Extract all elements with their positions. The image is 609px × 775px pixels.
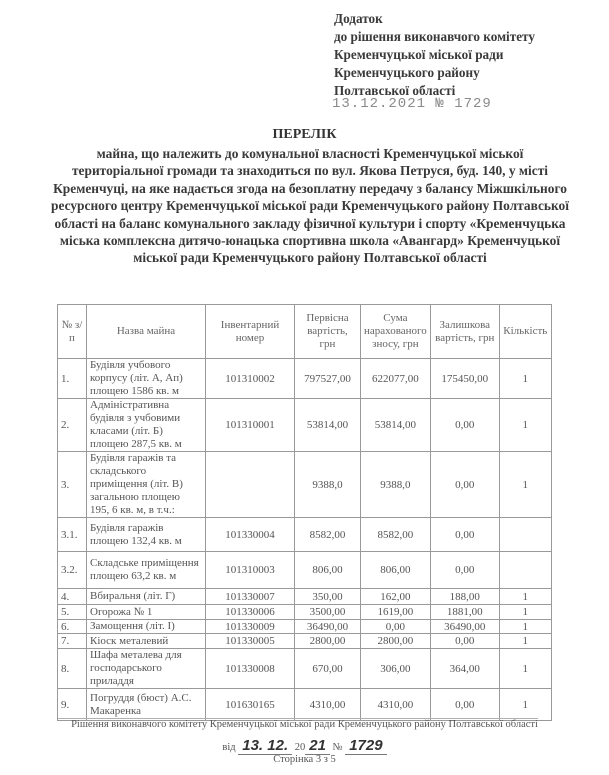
cell-residual: 364,00 bbox=[430, 649, 499, 689]
cell-name: Огорожа № 1 bbox=[87, 605, 206, 620]
cell-quantity: 1 bbox=[499, 452, 551, 518]
cell-inventory: 101630165 bbox=[206, 689, 295, 721]
cell-depreciation: 2800,00 bbox=[361, 634, 431, 649]
document-subtitle: майна, що належить до комунальної власності Кременчуцької міської територіальної громади та знаходиться по вул. Якова Петруся, буд. 140, у місті Кременчуці, на яке надається згода на безоплатну передачу з балансу Міжшкільного ресурсного центру Кременчуцької міської ради Кременчуцького району Полтавської області на баланс комунального закладу фізичної культури і спорту «Кременчуцька міська комплексна дитячо-юнацька спортивна школа «Авангард» Кременчуцької міської ради Кременчуцького району Полтавської області bbox=[51, 146, 569, 266]
document-title: ПЕРЕЛІК bbox=[272, 127, 337, 142]
assets-table bbox=[57, 304, 552, 721]
cell-name: Будівля учбового корпусу (літ. А, Ап) площею 1586 кв. м bbox=[87, 359, 206, 399]
table-row bbox=[58, 518, 552, 552]
cell-num: 3.2. bbox=[58, 552, 87, 589]
appendix-line: Кременчуцького району bbox=[334, 65, 480, 80]
table-row bbox=[58, 649, 552, 689]
cell-residual: 0,00 bbox=[430, 452, 499, 518]
cell-depreciation: 306,00 bbox=[361, 649, 431, 689]
footer-date-line bbox=[0, 737, 609, 754]
cell-quantity: 1 bbox=[499, 399, 551, 452]
cell-residual: 1881,00 bbox=[430, 605, 499, 620]
cell-residual: 0,00 bbox=[430, 634, 499, 649]
appendix-line: Додаток bbox=[334, 11, 383, 26]
cell-inventory: 101330007 bbox=[206, 589, 295, 605]
cell-depreciation: 8582,00 bbox=[361, 518, 431, 552]
cell-name: Адміністративна будівля з учбовими класами (літ. Б) площею 287,5 кв. м bbox=[87, 399, 206, 452]
header-inventory: Інвентарний номер bbox=[206, 305, 295, 359]
footer-decision-text: Рішення виконавчого комітету Кременчуцької міської ради Кременчуцького району Полтавської області bbox=[71, 719, 538, 730]
cell-num: 2. bbox=[58, 399, 87, 452]
cell-initial-cost: 9388,0 bbox=[295, 452, 361, 518]
footer-date-handwritten: 13. 12. bbox=[238, 737, 292, 755]
cell-depreciation: 1619,00 bbox=[361, 605, 431, 620]
cell-depreciation: 162,00 bbox=[361, 589, 431, 605]
cell-inventory: 101330005 bbox=[206, 634, 295, 649]
appendix-line: Полтавської області bbox=[334, 83, 456, 98]
cell-initial-cost: 670,00 bbox=[295, 649, 361, 689]
footer-from-label: від bbox=[222, 742, 236, 753]
cell-inventory: 101310003 bbox=[206, 552, 295, 589]
header-residual: Залишкова вартість, грн bbox=[430, 305, 499, 359]
cell-depreciation: 4310,00 bbox=[361, 689, 431, 721]
cell-initial-cost: 806,00 bbox=[295, 552, 361, 589]
cell-initial-cost: 4310,00 bbox=[295, 689, 361, 721]
cell-initial-cost: 2800,00 bbox=[295, 634, 361, 649]
header-depreciation: Сума нарахованого зносу, грн bbox=[361, 305, 431, 359]
cell-num: 4. bbox=[58, 589, 87, 605]
footer-year-handwritten: 21 bbox=[305, 737, 330, 755]
cell-name: Складське приміщення площею 63,2 кв. м bbox=[87, 552, 206, 589]
cell-name: Замощення (літ. І) bbox=[87, 620, 206, 634]
cell-inventory: 101310002 bbox=[206, 359, 295, 399]
cell-quantity bbox=[499, 518, 551, 552]
table-row bbox=[58, 689, 552, 721]
table-row bbox=[58, 620, 552, 634]
cell-num: 9. bbox=[58, 689, 87, 721]
table-header-row bbox=[58, 305, 552, 359]
table-row bbox=[58, 359, 552, 399]
cell-residual: 0,00 bbox=[430, 518, 499, 552]
cell-name: Погруддя (бюст) А.С. Макаренка bbox=[87, 689, 206, 721]
appendix-header bbox=[334, 10, 535, 100]
cell-num: 8. bbox=[58, 649, 87, 689]
cell-inventory: 101330009 bbox=[206, 620, 295, 634]
appendix-line: до рішення виконавчого комітету bbox=[334, 29, 535, 44]
cell-initial-cost: 350,00 bbox=[295, 589, 361, 605]
cell-quantity: 1 bbox=[499, 589, 551, 605]
table-row bbox=[58, 605, 552, 620]
cell-num: 3.1. bbox=[58, 518, 87, 552]
cell-residual: 0,00 bbox=[430, 689, 499, 721]
appendix-line: Кременчуцької міської ради bbox=[334, 47, 504, 62]
table-row bbox=[58, 399, 552, 452]
cell-inventory: 101310001 bbox=[206, 399, 295, 452]
cell-depreciation: 622077,00 bbox=[361, 359, 431, 399]
table-row bbox=[58, 634, 552, 649]
header-initial-cost: Первісна вартість, грн bbox=[295, 305, 361, 359]
cell-num: 3. bbox=[58, 452, 87, 518]
cell-num: 1. bbox=[58, 359, 87, 399]
cell-initial-cost: 53814,00 bbox=[295, 399, 361, 452]
cell-name: Будівля гаражів площею 132,4 кв. м bbox=[87, 518, 206, 552]
cell-inventory bbox=[206, 452, 295, 518]
cell-name: Кіоск металевий bbox=[87, 634, 206, 649]
cell-depreciation: 0,00 bbox=[361, 620, 431, 634]
cell-num: 6. bbox=[58, 620, 87, 634]
cell-quantity bbox=[499, 552, 551, 589]
page-number: Сторінка 3 з 5 bbox=[273, 754, 336, 765]
header-name: Назва майна bbox=[87, 305, 206, 359]
cell-inventory: 101330006 bbox=[206, 605, 295, 620]
cell-num: 7. bbox=[58, 634, 87, 649]
cell-depreciation: 53814,00 bbox=[361, 399, 431, 452]
cell-depreciation: 9388,0 bbox=[361, 452, 431, 518]
date-number-stamp: 13.12.2021 № 1729 bbox=[332, 96, 492, 112]
cell-residual: 0,00 bbox=[430, 399, 499, 452]
cell-quantity: 1 bbox=[499, 689, 551, 721]
cell-quantity: 1 bbox=[499, 620, 551, 634]
cell-depreciation: 806,00 bbox=[361, 552, 431, 589]
cell-residual: 188,00 bbox=[430, 589, 499, 605]
cell-inventory: 101330008 bbox=[206, 649, 295, 689]
cell-residual: 175450,00 bbox=[430, 359, 499, 399]
cell-name: Будівля гаражів та складського приміщення (літ. В) загальною площею 195, 6 кв. м, в т.ч.: bbox=[87, 452, 206, 518]
cell-residual: 0,00 bbox=[430, 552, 499, 589]
footer-year-prefix: 20 bbox=[294, 742, 306, 753]
cell-name: Шафа металева для господарського приладдя bbox=[87, 649, 206, 689]
footer-number-label: № bbox=[332, 742, 343, 753]
cell-quantity: 1 bbox=[499, 605, 551, 620]
cell-initial-cost: 3500,00 bbox=[295, 605, 361, 620]
cell-quantity: 1 bbox=[499, 359, 551, 399]
cell-residual: 36490,00 bbox=[430, 620, 499, 634]
cell-inventory: 101330004 bbox=[206, 518, 295, 552]
table-row bbox=[58, 452, 552, 518]
table-row bbox=[58, 552, 552, 589]
cell-quantity: 1 bbox=[499, 634, 551, 649]
header-num: № з/п bbox=[58, 305, 87, 359]
cell-initial-cost: 36490,00 bbox=[295, 620, 361, 634]
cell-initial-cost: 8582,00 bbox=[295, 518, 361, 552]
cell-quantity: 1 bbox=[499, 649, 551, 689]
header-quantity: Кількість bbox=[499, 305, 551, 359]
cell-initial-cost: 797527,00 bbox=[295, 359, 361, 399]
footer-number-handwritten: 1729 bbox=[345, 737, 386, 755]
cell-name: Вбиральня (літ. Г) bbox=[87, 589, 206, 605]
cell-num: 5. bbox=[58, 605, 87, 620]
table-row bbox=[58, 589, 552, 605]
